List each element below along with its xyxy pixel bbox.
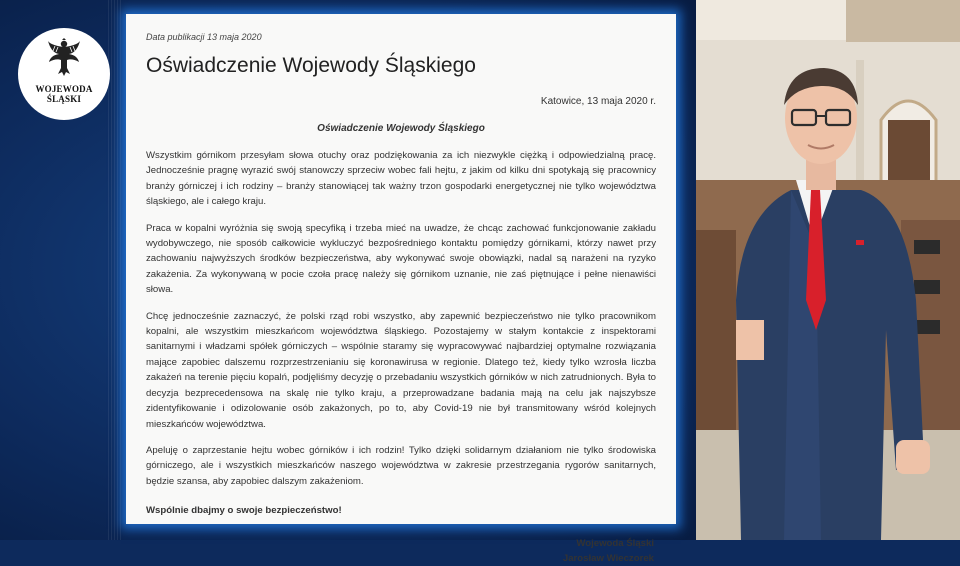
closing-line: Wspólnie dbajmy o swoje bezpieczeństwo! <box>146 505 342 517</box>
statement-document <box>126 14 676 565</box>
paragraph-2: Praca w kopalni wyróżnia się swoją specyfiką i trzeba mieć na uwadze, że chcąc zachować funkcjonowanie zakładu wydobywczego, nie sposób całkowicie wykluczyć bezpośredniego kontaktu pomiędzy górnikami, którzy nawet przy zachowaniu najwyższych środków bezpieczeństwa, aby wykonywać swoje obowiązki, nadal są narażeni na ryzyko zakażenia. Za wykonywaną w pocie czoła pracę należy się górnikom uznanie, nie zaś piętnujące i pełne nienawiści słowa. <box>146 222 656 296</box>
paragraph-3: Chcę jednocześnie zaznaczyć, że polski rząd robi wszystko, aby zapewnić bezpieczeństwo nie tylko pracownikom kopalni, ale wszystkim mieszkańcom województwa śląskiego. Pozostajemy w stałym kontakcie z inspektorami sanitarnymi i władzami spółek górniczych – wspólnie staramy się wypracowywać najbardziej optymalne rozwiązania mające zapobiec dalszemu rozprzestrzenianiu się koronawirusa w regionie. Dlatego też, kiedy tylko wzrosła liczba zakażeń na terenie pięciu kopalń, podjęliśmy decyzję o przebadaniu wszystkich górników w nich zatrudnionych. Była to decyzja bezprecedensowa na skalę nie tylko kraju, a przeprowadzane badania mają na celu jak najszybsze zidentyfikowanie i odizolowanie osób zakażonych, po to, aby Covid-19 nie był transmitowany wśród kolejnych mieszkańców województwa. <box>146 310 656 430</box>
decorative-stripes <box>108 0 122 540</box>
paragraph-1: Wszystkim górnikom przesyłam słowa otuchy oraz podziękowania za ich niezwykle ciężką i odpowiedzialną pracę. Jednocześnie pragnę wyrazić swój stanowczy sprzeciw wobec fali hejtu, z jakim od kilku dni spotykają się pracownicy branży górniczej i ich rodziny – branży stanowiącej tak ważny trzon gospodarki energetycznej nie tylko województwa śląskiego, ale i całego kraju. <box>146 150 656 208</box>
statement-subtitle: Oświadczenie Wojewody Śląskiego <box>317 123 485 134</box>
page-title: Oświadczenie Wojewody Śląskiego <box>146 54 476 77</box>
location-date: Katowice, 13 maja 2020 r. <box>540 96 656 107</box>
paragraph-4: Apeluję o zaprzestanie hejtu wobec górników i ich rodzin! Tylko dzięki solidarnym działaniom nie tylko środowiska górniczego, ale i wszystkich mieszkańców naszego województwa w zakresie przestrzegania rygorów sanitarnych, będzie szansa, aby zapobiec dalszym zakażeniom. <box>146 444 656 487</box>
signature-block <box>146 536 656 566</box>
eagle-emblem-icon <box>47 38 81 78</box>
signature-name: Jarosław Wieczorek <box>562 553 654 565</box>
portrait-illustration <box>696 0 960 540</box>
logo-text: WOJEWODA ŚLĄSKI <box>35 84 93 104</box>
voivode-logo <box>18 28 110 120</box>
voivode-portrait-photo <box>696 0 960 540</box>
publication-date: Data publikacji 13 maja 2020 <box>146 32 262 42</box>
signature-title: Wojewoda Śląski <box>576 538 654 550</box>
